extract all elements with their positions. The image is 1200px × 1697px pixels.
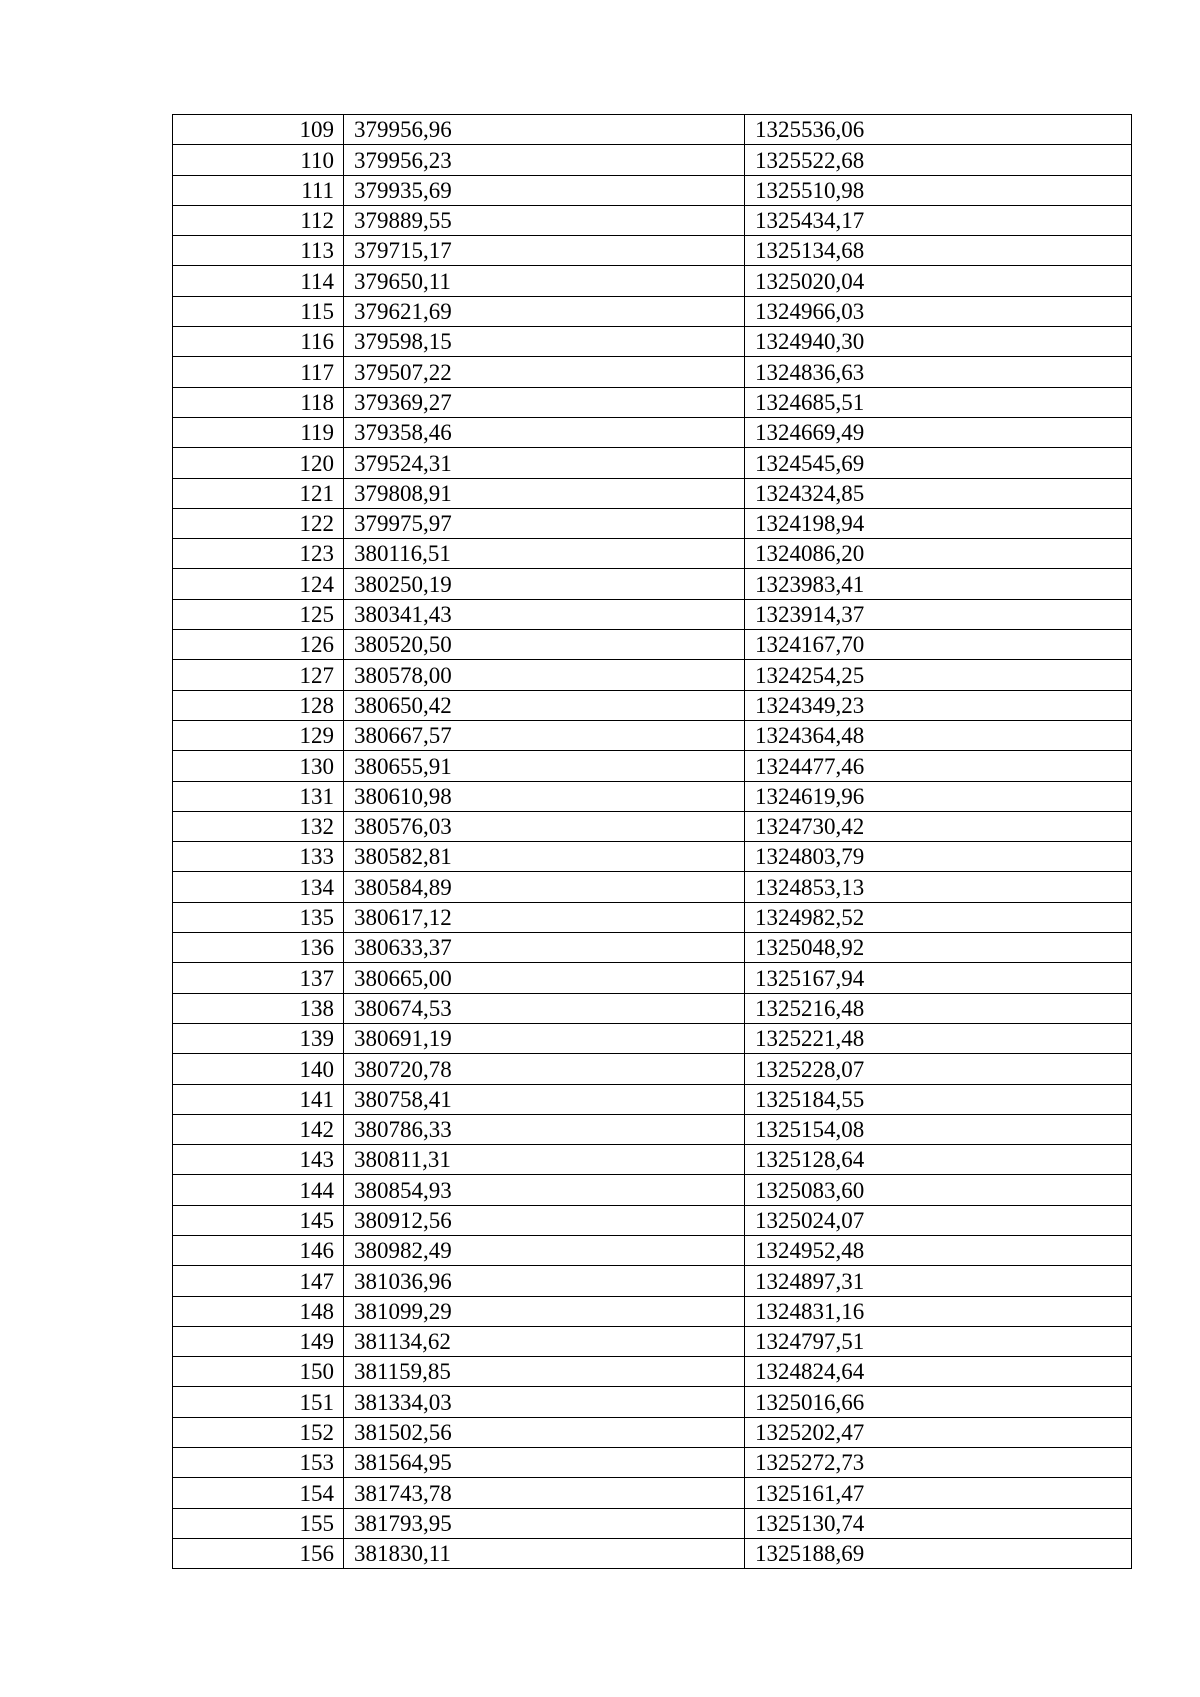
y-coordinate-cell: 1324086,20 bbox=[745, 539, 1132, 569]
table-row bbox=[173, 1508, 1132, 1538]
y-coordinate-cell: 1325154,08 bbox=[745, 1114, 1132, 1144]
y-coordinate-cell: 1324324,85 bbox=[745, 478, 1132, 508]
x-coordinate-cell: 380520,50 bbox=[344, 630, 745, 660]
y-coordinate-cell: 1324966,03 bbox=[745, 296, 1132, 326]
point-number-cell: 135 bbox=[173, 902, 344, 932]
point-number-cell: 119 bbox=[173, 417, 344, 447]
table-row bbox=[173, 993, 1132, 1023]
x-coordinate-cell: 381134,62 bbox=[344, 1326, 745, 1356]
coordinates-table bbox=[172, 114, 1132, 1569]
point-number-cell: 126 bbox=[173, 630, 344, 660]
table-row bbox=[173, 508, 1132, 538]
x-coordinate-cell: 379808,91 bbox=[344, 478, 745, 508]
table-row bbox=[173, 569, 1132, 599]
table-row bbox=[173, 1145, 1132, 1175]
point-number-cell: 130 bbox=[173, 751, 344, 781]
point-number-cell: 147 bbox=[173, 1266, 344, 1296]
x-coordinate-cell: 381793,95 bbox=[344, 1508, 745, 1538]
point-number-cell: 144 bbox=[173, 1175, 344, 1205]
x-coordinate-cell: 380650,42 bbox=[344, 690, 745, 720]
table-row bbox=[173, 205, 1132, 235]
table-row bbox=[173, 1387, 1132, 1417]
y-coordinate-cell: 1324952,48 bbox=[745, 1235, 1132, 1265]
y-coordinate-cell: 1324254,25 bbox=[745, 660, 1132, 690]
point-number-cell: 114 bbox=[173, 266, 344, 296]
table-row bbox=[173, 690, 1132, 720]
point-number-cell: 140 bbox=[173, 1054, 344, 1084]
table-row bbox=[173, 478, 1132, 508]
point-number-cell: 133 bbox=[173, 842, 344, 872]
y-coordinate-cell: 1325134,68 bbox=[745, 236, 1132, 266]
y-coordinate-cell: 1324364,48 bbox=[745, 720, 1132, 750]
y-coordinate-cell: 1325130,74 bbox=[745, 1508, 1132, 1538]
y-coordinate-cell: 1324619,96 bbox=[745, 781, 1132, 811]
x-coordinate-cell: 380912,56 bbox=[344, 1205, 745, 1235]
x-coordinate-cell: 379715,17 bbox=[344, 236, 745, 266]
table-row bbox=[173, 599, 1132, 629]
x-coordinate-cell: 379369,27 bbox=[344, 387, 745, 417]
point-number-cell: 139 bbox=[173, 1023, 344, 1053]
table-row bbox=[173, 1023, 1132, 1053]
table-row bbox=[173, 266, 1132, 296]
point-number-cell: 115 bbox=[173, 296, 344, 326]
x-coordinate-cell: 379621,69 bbox=[344, 296, 745, 326]
y-coordinate-cell: 1324836,63 bbox=[745, 357, 1132, 387]
table-row bbox=[173, 842, 1132, 872]
point-number-cell: 111 bbox=[173, 175, 344, 205]
point-number-cell: 154 bbox=[173, 1478, 344, 1508]
x-coordinate-cell: 381502,56 bbox=[344, 1417, 745, 1447]
point-number-cell: 123 bbox=[173, 539, 344, 569]
x-coordinate-cell: 380582,81 bbox=[344, 842, 745, 872]
table-row bbox=[173, 963, 1132, 993]
x-coordinate-cell: 379650,11 bbox=[344, 266, 745, 296]
y-coordinate-cell: 1324477,46 bbox=[745, 751, 1132, 781]
table-row bbox=[173, 296, 1132, 326]
x-coordinate-cell: 380578,00 bbox=[344, 660, 745, 690]
y-coordinate-cell: 1324198,94 bbox=[745, 508, 1132, 538]
point-number-cell: 127 bbox=[173, 660, 344, 690]
point-number-cell: 145 bbox=[173, 1205, 344, 1235]
x-coordinate-cell: 380982,49 bbox=[344, 1235, 745, 1265]
x-coordinate-cell: 380674,53 bbox=[344, 993, 745, 1023]
x-coordinate-cell: 380633,37 bbox=[344, 933, 745, 963]
point-number-cell: 125 bbox=[173, 599, 344, 629]
y-coordinate-cell: 1324940,30 bbox=[745, 327, 1132, 357]
y-coordinate-cell: 1324685,51 bbox=[745, 387, 1132, 417]
y-coordinate-cell: 1324982,52 bbox=[745, 902, 1132, 932]
x-coordinate-cell: 379935,69 bbox=[344, 175, 745, 205]
point-number-cell: 128 bbox=[173, 690, 344, 720]
x-coordinate-cell: 379956,96 bbox=[344, 115, 745, 145]
table-row bbox=[173, 1478, 1132, 1508]
x-coordinate-cell: 380584,89 bbox=[344, 872, 745, 902]
y-coordinate-cell: 1324797,51 bbox=[745, 1326, 1132, 1356]
y-coordinate-cell: 1325161,47 bbox=[745, 1478, 1132, 1508]
x-coordinate-cell: 380811,31 bbox=[344, 1145, 745, 1175]
point-number-cell: 137 bbox=[173, 963, 344, 993]
y-coordinate-cell: 1325536,06 bbox=[745, 115, 1132, 145]
point-number-cell: 155 bbox=[173, 1508, 344, 1538]
x-coordinate-cell: 381036,96 bbox=[344, 1266, 745, 1296]
table-row bbox=[173, 1175, 1132, 1205]
point-number-cell: 142 bbox=[173, 1114, 344, 1144]
x-coordinate-cell: 381564,95 bbox=[344, 1448, 745, 1478]
y-coordinate-cell: 1325184,55 bbox=[745, 1084, 1132, 1114]
x-coordinate-cell: 380854,93 bbox=[344, 1175, 745, 1205]
y-coordinate-cell: 1324545,69 bbox=[745, 448, 1132, 478]
x-coordinate-cell: 380758,41 bbox=[344, 1084, 745, 1114]
table-row bbox=[173, 539, 1132, 569]
table-row bbox=[173, 1266, 1132, 1296]
x-coordinate-cell: 379358,46 bbox=[344, 417, 745, 447]
point-number-cell: 141 bbox=[173, 1084, 344, 1114]
table-row bbox=[173, 1296, 1132, 1326]
y-coordinate-cell: 1325188,69 bbox=[745, 1538, 1132, 1568]
point-number-cell: 113 bbox=[173, 236, 344, 266]
point-number-cell: 134 bbox=[173, 872, 344, 902]
x-coordinate-cell: 380691,19 bbox=[344, 1023, 745, 1053]
y-coordinate-cell: 1323914,37 bbox=[745, 599, 1132, 629]
x-coordinate-cell: 380667,57 bbox=[344, 720, 745, 750]
y-coordinate-cell: 1325016,66 bbox=[745, 1387, 1132, 1417]
table-row bbox=[173, 357, 1132, 387]
y-coordinate-cell: 1324730,42 bbox=[745, 811, 1132, 841]
point-number-cell: 143 bbox=[173, 1145, 344, 1175]
y-coordinate-cell: 1325522,68 bbox=[745, 145, 1132, 175]
table-row bbox=[173, 448, 1132, 478]
x-coordinate-cell: 379524,31 bbox=[344, 448, 745, 478]
x-coordinate-cell: 379507,22 bbox=[344, 357, 745, 387]
point-number-cell: 152 bbox=[173, 1417, 344, 1447]
table-row bbox=[173, 236, 1132, 266]
y-coordinate-cell: 1324167,70 bbox=[745, 630, 1132, 660]
table-row bbox=[173, 1538, 1132, 1568]
coordinates-table-body bbox=[173, 115, 1132, 1569]
point-number-cell: 112 bbox=[173, 205, 344, 235]
table-row bbox=[173, 630, 1132, 660]
y-coordinate-cell: 1324669,49 bbox=[745, 417, 1132, 447]
y-coordinate-cell: 1325221,48 bbox=[745, 1023, 1132, 1053]
x-coordinate-cell: 380250,19 bbox=[344, 569, 745, 599]
table-row bbox=[173, 387, 1132, 417]
table-row bbox=[173, 811, 1132, 841]
x-coordinate-cell: 380617,12 bbox=[344, 902, 745, 932]
x-coordinate-cell: 380665,00 bbox=[344, 963, 745, 993]
table-row bbox=[173, 1114, 1132, 1144]
y-coordinate-cell: 1324824,64 bbox=[745, 1357, 1132, 1387]
point-number-cell: 109 bbox=[173, 115, 344, 145]
y-coordinate-cell: 1325167,94 bbox=[745, 963, 1132, 993]
table-row bbox=[173, 720, 1132, 750]
x-coordinate-cell: 381830,11 bbox=[344, 1538, 745, 1568]
table-row bbox=[173, 781, 1132, 811]
table-row bbox=[173, 660, 1132, 690]
y-coordinate-cell: 1325272,73 bbox=[745, 1448, 1132, 1478]
point-number-cell: 131 bbox=[173, 781, 344, 811]
y-coordinate-cell: 1325434,17 bbox=[745, 205, 1132, 235]
y-coordinate-cell: 1324803,79 bbox=[745, 842, 1132, 872]
point-number-cell: 138 bbox=[173, 993, 344, 1023]
point-number-cell: 146 bbox=[173, 1235, 344, 1265]
point-number-cell: 117 bbox=[173, 357, 344, 387]
x-coordinate-cell: 380341,43 bbox=[344, 599, 745, 629]
x-coordinate-cell: 381743,78 bbox=[344, 1478, 745, 1508]
point-number-cell: 116 bbox=[173, 327, 344, 357]
point-number-cell: 151 bbox=[173, 1387, 344, 1417]
y-coordinate-cell: 1325228,07 bbox=[745, 1054, 1132, 1084]
y-coordinate-cell: 1325024,07 bbox=[745, 1205, 1132, 1235]
point-number-cell: 118 bbox=[173, 387, 344, 417]
table-row bbox=[173, 1054, 1132, 1084]
table-row bbox=[173, 1448, 1132, 1478]
y-coordinate-cell: 1324853,13 bbox=[745, 872, 1132, 902]
point-number-cell: 148 bbox=[173, 1296, 344, 1326]
x-coordinate-cell: 379598,15 bbox=[344, 327, 745, 357]
x-coordinate-cell: 380576,03 bbox=[344, 811, 745, 841]
point-number-cell: 132 bbox=[173, 811, 344, 841]
y-coordinate-cell: 1325510,98 bbox=[745, 175, 1132, 205]
point-number-cell: 122 bbox=[173, 508, 344, 538]
point-number-cell: 150 bbox=[173, 1357, 344, 1387]
point-number-cell: 120 bbox=[173, 448, 344, 478]
table-row bbox=[173, 1357, 1132, 1387]
y-coordinate-cell: 1323983,41 bbox=[745, 569, 1132, 599]
x-coordinate-cell: 379975,97 bbox=[344, 508, 745, 538]
y-coordinate-cell: 1324897,31 bbox=[745, 1266, 1132, 1296]
x-coordinate-cell: 381159,85 bbox=[344, 1357, 745, 1387]
y-coordinate-cell: 1325216,48 bbox=[745, 993, 1132, 1023]
table-row bbox=[173, 1235, 1132, 1265]
y-coordinate-cell: 1325048,92 bbox=[745, 933, 1132, 963]
point-number-cell: 110 bbox=[173, 145, 344, 175]
point-number-cell: 121 bbox=[173, 478, 344, 508]
y-coordinate-cell: 1324349,23 bbox=[745, 690, 1132, 720]
x-coordinate-cell: 380786,33 bbox=[344, 1114, 745, 1144]
table-row bbox=[173, 902, 1132, 932]
point-number-cell: 136 bbox=[173, 933, 344, 963]
table-row bbox=[173, 933, 1132, 963]
x-coordinate-cell: 379889,55 bbox=[344, 205, 745, 235]
y-coordinate-cell: 1325020,04 bbox=[745, 266, 1132, 296]
table-row bbox=[173, 1205, 1132, 1235]
table-row bbox=[173, 145, 1132, 175]
table-row bbox=[173, 751, 1132, 781]
table-row bbox=[173, 175, 1132, 205]
table-row bbox=[173, 327, 1132, 357]
table-row bbox=[173, 417, 1132, 447]
x-coordinate-cell: 380655,91 bbox=[344, 751, 745, 781]
table-row bbox=[173, 1084, 1132, 1114]
y-coordinate-cell: 1325202,47 bbox=[745, 1417, 1132, 1447]
point-number-cell: 153 bbox=[173, 1448, 344, 1478]
table-row bbox=[173, 872, 1132, 902]
point-number-cell: 129 bbox=[173, 720, 344, 750]
x-coordinate-cell: 380116,51 bbox=[344, 539, 745, 569]
x-coordinate-cell: 380610,98 bbox=[344, 781, 745, 811]
x-coordinate-cell: 381334,03 bbox=[344, 1387, 745, 1417]
x-coordinate-cell: 380720,78 bbox=[344, 1054, 745, 1084]
point-number-cell: 156 bbox=[173, 1538, 344, 1568]
point-number-cell: 124 bbox=[173, 569, 344, 599]
point-number-cell: 149 bbox=[173, 1326, 344, 1356]
x-coordinate-cell: 381099,29 bbox=[344, 1296, 745, 1326]
y-coordinate-cell: 1325128,64 bbox=[745, 1145, 1132, 1175]
y-coordinate-cell: 1324831,16 bbox=[745, 1296, 1132, 1326]
table-row bbox=[173, 1326, 1132, 1356]
y-coordinate-cell: 1325083,60 bbox=[745, 1175, 1132, 1205]
table-row bbox=[173, 1417, 1132, 1447]
table-row bbox=[173, 115, 1132, 145]
x-coordinate-cell: 379956,23 bbox=[344, 145, 745, 175]
